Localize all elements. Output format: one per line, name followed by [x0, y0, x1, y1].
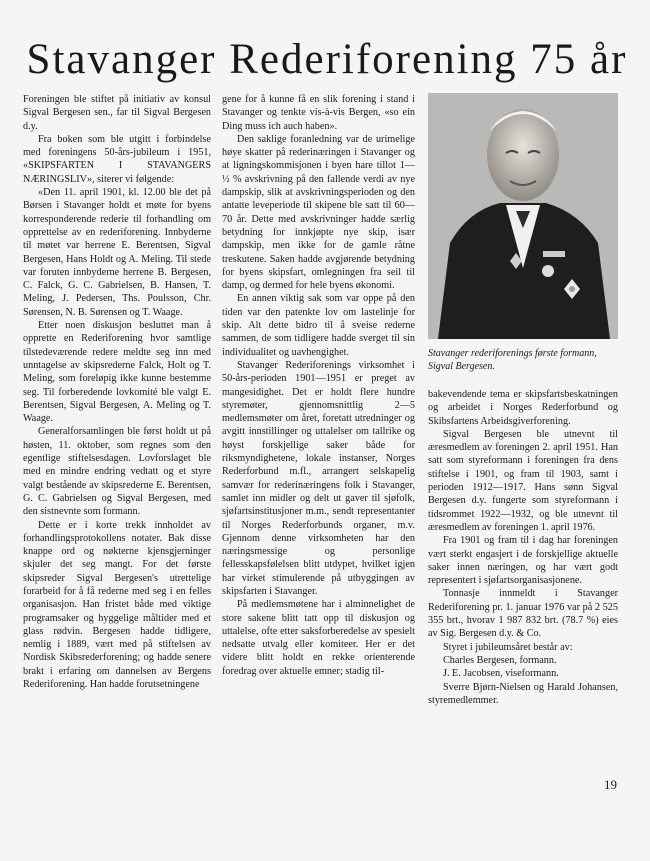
column-left: [23, 93, 211, 691]
column-right: [428, 388, 618, 707]
paragraph: Etter noen diskusjon besluttet man å opprette en Rederiforening hvor samtlige tilstedeværende redere meldte seg inn med unntagelse av skipsrederne Falck, Holt og T. Meling, som foreløpig ikke kunne bestemme seg. Til forberedende lovkomité ble valgt E. Berentsen, Sigval Bergesen, A. Meling og T. Waage.: [23, 320, 211, 425]
paragraph: Dette er i korte trekk innholdet av forhandlingsprotokollens notater. Bak disse knappe ord og nøkterne kjensgjerninger skjuler det seg mangt. For det første skipsreder Sigval Bergesen's utrettelige forarbeid for å få rederne med seg i en felles organisasjon. Han fristet både med viktige programsaker og hyggelige måltider med et glass rødvin. Bergesen hadde tidligere, nemlig i 1889, vært med på stiftelsen av Nordisk Skibsrederforening; og hadde senere brakt i erfaring om dannelsen av Bergens Rederiforening. Han hadde forutsetningene: [23, 519, 211, 691]
paragraph: Generalforsamlingen ble først holdt ut på høsten, 11. oktober, som regnes som den egentlige stiftelsesdagen. Lovforslaget ble med en mindre endring vedtatt og et styre valgt bestående av skipsrederne E. Berentsen, G. C. Gabrielsen og Sigval Bergesen, med den sistnevnte som formann.: [23, 426, 211, 518]
paragraph: Sverre Bjørn-Nielsen og Harald Johansen, styremedlemmer.: [428, 681, 618, 706]
paragraph: Den saklige foranledning var de urimelige høye skatter på rederinæringen i Stavanger og at ligningskommisjonen i byen hare tillot 1—½ % avskrivning på den fallende verdi av nye dampskip, slik at avskrivningsperioden og den antatte leveperiode til skipene ble satt til 60—70 år. Dette med avskrivninger hadde særlig betydning for innkjøpte nye skip, især dampskip, men ikke for de gamle råtne treskutene. Saken hadde avgjørende betydning for byens skipsfart, omlegningen fra seil til damp, og dermed for hele byens økonomi.: [222, 133, 415, 292]
paragraph: Fra 1901 og fram til i dag har foreningen vært sterkt engasjert i de forskjellige aktuelle saker innen næringen, og har vært godt representert i sjøfartsorganisasjonene.: [428, 535, 618, 587]
paragraph: Styret i jubileumsåret består av:: [443, 641, 573, 653]
paragraph: J. E. Jacobsen, viseformann.: [443, 668, 559, 680]
paragraph: Sigval Bergesen ble utnevnt til æresmedlem av foreningen 2. april 1951. Han satt som styreformann i foreningen fra dens stiftelse i 1901, og fram til 1903, samt i perioden 1912—1917. Hans sønn Sigval Bergesen d.y. fungerte som styreformann i tidsrommet 1922—1932, og ble utnevnt til æresmedlem av foreningen 1. april 1976.: [428, 428, 618, 533]
paragraph: bakevendende tema er skipsfartsbeskatningen og arbeidet i Norges Rederforbund og Skibsfartens Arbeidsgiverforening.: [428, 389, 618, 427]
article-title: Stavanger Rederiforening 75 år: [26, 36, 628, 83]
paragraph: Charles Bergesen, formann.: [443, 654, 557, 666]
paragraph: Foreningen ble stiftet på initiativ av konsul Sigval Bergesen sen., far til Sigval Bergesen d.y.: [23, 94, 211, 132]
portrait-photo: [428, 93, 618, 339]
portrait-illustration: [428, 93, 618, 339]
page-number: 19: [604, 777, 617, 792]
paragraph: gene for å kunne få en slik forening i stand i Stavanger og tenkte vis-à-vis Bergen, «so ein Ding muss ich auch haben».: [222, 94, 415, 132]
paragraph: «Den 11. april 1901, kl. 12.00 ble det på Børsen i Stavanger holdt et møte for byens korresponderende rederie til forhandling om opprettelse av en rederiforening. Innbyderne til møtet var herrene E. Berentsen, Sigval Bergesen, Hans Holdt og A. Meling. Til stede var foruten innbyderne herrene B. Bergesen, C. Falck, G. C. Gabrielsen, B. Hansen, T. Meling, J. Pedersen, Ths. Poulsson, Chr. Sørensen, N. B. Sørensen og T. Waage.: [23, 187, 211, 318]
paragraph: Stavanger Rederiforenings virksomhet i 50-års-perioden 1901—1951 er preget av mangesidighet. Det er holdt flere hundre styremøter, gjennomsnittlig 2—5 medlemsmøter om året, foretatt utredninger og avgitt innstillinger og uttalelser om tallrike og høyst forskjellige saker både for riksmyndighetene, lokale instanser, Norges Rederforbund m.fl., arrangert selskapelig samvær for rederinæringens folk i Stavanger, samlet inn midler og delt ut gaver til sjøfolk, sjøfartsinstitusjoner m.m., sendt representanter til Norges Rederforbunds organer, m.v. Gjennom denne virksomheten har den næringsmessige og personlige fellesskapsfølelsen blitt utdypet, hvilket igjen har virket stimulerende på utbyggingen av skipsfarten i Stavanger.: [222, 359, 415, 597]
paragraph: På medlemsmøtene har i alminnelighet de store sakene blitt tatt opp til diskusjon og uttalelse, ofte etter saksforberedelse av spesielt nedsatte utvalg eller komiteer. Her er det videre blitt holdt en rekke orienterende foredrag over aktuelle emner; stadig til-: [222, 599, 415, 677]
paragraph: En annen viktig sak som var oppe på den tiden var den patenkte lov om lastelinje for skip. Alt dette bidro til å sveise rederne sammen, de som tidligere hadde sverget til sin individualitet og uavhengighet.: [222, 293, 415, 358]
photo-caption: Stavanger rederiforenings første formann, Sigval Bergesen.: [428, 348, 597, 372]
column-middle: [222, 93, 415, 678]
paragraph: Fra boken som ble utgitt i forbindelse med foreningens 50-års-jubileum i 1951, «SKIPSFARTEN I STAVANGERS NÆRINGSLIV», siterer vi følgende:: [23, 133, 211, 185]
paragraph: Tonnasje innmeldt i Stavanger Rederiforening pr. 1. januar 1976 var på 2 525 355 brt., hvorav 1 987 832 brt. (78.7 %) eies av Sig. Bergesen d.y. & Co.: [428, 588, 618, 640]
